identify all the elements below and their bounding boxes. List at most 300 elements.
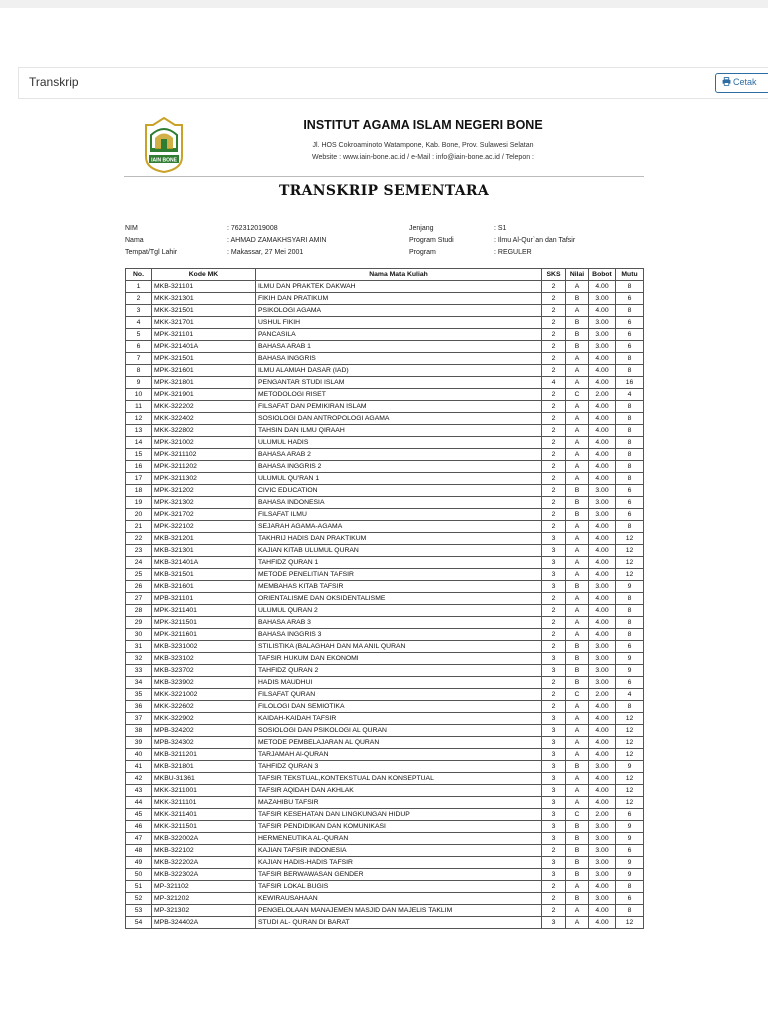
cell-bobot: 3.00 <box>589 293 616 305</box>
cell-no: 6 <box>126 341 152 353</box>
cell-no: 4 <box>126 317 152 329</box>
cell-mutu: 9 <box>616 581 644 593</box>
cell-nilai: A <box>566 449 589 461</box>
cell-bobot: 4.00 <box>589 425 616 437</box>
table-row <box>126 317 644 329</box>
cell-mutu: 4 <box>616 689 644 701</box>
cell-mutu: 8 <box>616 305 644 317</box>
table-row <box>126 905 644 917</box>
cell-kode: MPB-324402A <box>152 917 256 929</box>
cell-mutu: 9 <box>616 821 644 833</box>
col-header-mutu: Mutu <box>616 269 644 281</box>
cell-bobot: 3.00 <box>589 677 616 689</box>
table-row <box>126 617 644 629</box>
table-row <box>126 605 644 617</box>
cell-nama: ORIENTALISME DAN OKSIDENTALISME <box>256 593 542 605</box>
institution-name: INSTITUT AGAMA ISLAM NEGERI BONE <box>303 118 543 132</box>
table-row <box>126 497 644 509</box>
cell-bobot: 4.00 <box>589 881 616 893</box>
cell-kode: MKB-321601 <box>152 581 256 593</box>
cell-nama: BAHASA INGGRIS 3 <box>256 629 542 641</box>
cell-mutu: 6 <box>616 677 644 689</box>
cell-sks: 2 <box>542 845 566 857</box>
cell-nilai: B <box>566 317 589 329</box>
cell-nilai: B <box>566 653 589 665</box>
cell-bobot: 4.00 <box>589 725 616 737</box>
cell-kode: MKB-321401A <box>152 557 256 569</box>
cell-bobot: 3.00 <box>589 833 616 845</box>
cell-kode: MPK-321202 <box>152 485 256 497</box>
cell-mutu: 12 <box>616 773 644 785</box>
cell-nama: METODE PENELITIAN TAFSIR <box>256 569 542 581</box>
cell-mutu: 8 <box>616 401 644 413</box>
cell-kode: MKK-322602 <box>152 701 256 713</box>
cell-kode: MKB-321101 <box>152 281 256 293</box>
cell-bobot: 4.00 <box>589 533 616 545</box>
cell-nilai: A <box>566 413 589 425</box>
cell-nama: SOSIOLOGI DAN PSIKOLOGI AL QURAN <box>256 725 542 737</box>
page-title: Transkrip <box>29 75 79 89</box>
cell-sks: 3 <box>542 713 566 725</box>
cell-nilai: A <box>566 917 589 929</box>
jenjang-value: : S1 <box>494 225 507 232</box>
cell-sks: 3 <box>542 917 566 929</box>
cell-mutu: 9 <box>616 869 644 881</box>
cell-sks: 2 <box>542 689 566 701</box>
cell-mutu: 12 <box>616 713 644 725</box>
cell-nama: TAFSIR TEKSTUAL,KONTEKSTUAL DAN KONSEPTUAL <box>256 773 542 785</box>
cell-kode: MPK-3211202 <box>152 461 256 473</box>
table-row <box>126 833 644 845</box>
cell-sks: 2 <box>542 677 566 689</box>
cell-sks: 2 <box>542 881 566 893</box>
cell-nilai: C <box>566 389 589 401</box>
col-header-no: No. <box>126 269 152 281</box>
cell-nama: KAIDAH-KAIDAH TAFSIR <box>256 713 542 725</box>
cell-kode: MPK-3211102 <box>152 449 256 461</box>
cell-bobot: 4.00 <box>589 437 616 449</box>
cell-sks: 2 <box>542 893 566 905</box>
cell-sks: 3 <box>542 737 566 749</box>
cell-nilai: A <box>566 305 589 317</box>
cell-nilai: B <box>566 893 589 905</box>
table-row <box>126 641 644 653</box>
cell-bobot: 3.00 <box>589 317 616 329</box>
cell-no: 43 <box>126 785 152 797</box>
cell-bobot: 4.00 <box>589 593 616 605</box>
cell-nilai: B <box>566 509 589 521</box>
table-row <box>126 413 644 425</box>
cell-no: 50 <box>126 869 152 881</box>
col-header-bobot: Bobot <box>589 269 616 281</box>
cell-kode: MKK-321501 <box>152 305 256 317</box>
cell-mutu: 8 <box>616 617 644 629</box>
cell-sks: 2 <box>542 629 566 641</box>
cell-sks: 2 <box>542 389 566 401</box>
table-row <box>126 473 644 485</box>
cell-no: 1 <box>126 281 152 293</box>
cell-sks: 3 <box>542 809 566 821</box>
cell-sks: 3 <box>542 545 566 557</box>
cell-mutu: 6 <box>616 329 644 341</box>
cell-nama: ULUMUL QURAN 2 <box>256 605 542 617</box>
cell-no: 28 <box>126 605 152 617</box>
cell-kode: MPK-3211401 <box>152 605 256 617</box>
cell-nama: BAHASA INGGRIS <box>256 353 542 365</box>
table-row <box>126 689 644 701</box>
cell-kode: MPK-3211501 <box>152 617 256 629</box>
cell-nama: ULUMUL QU'RAN 1 <box>256 473 542 485</box>
cell-bobot: 3.00 <box>589 341 616 353</box>
cell-mutu: 6 <box>616 341 644 353</box>
cell-nama: FILSAFAT QURAN <box>256 689 542 701</box>
cell-kode: MKB-321501 <box>152 569 256 581</box>
cell-kode: MKB-3211201 <box>152 749 256 761</box>
cell-mutu: 12 <box>616 533 644 545</box>
cell-kode: MPK-321901 <box>152 389 256 401</box>
cell-mutu: 8 <box>616 437 644 449</box>
cell-kode: MPK-321401A <box>152 341 256 353</box>
cell-mutu: 8 <box>616 593 644 605</box>
cell-no: 53 <box>126 905 152 917</box>
cell-sks: 2 <box>542 329 566 341</box>
cell-bobot: 4.00 <box>589 905 616 917</box>
cell-nama: PENGANTAR STUDI ISLAM <box>256 377 542 389</box>
cell-sks: 2 <box>542 281 566 293</box>
cell-mutu: 8 <box>616 353 644 365</box>
cell-no: 39 <box>126 737 152 749</box>
cell-kode: MPK-321101 <box>152 329 256 341</box>
cell-no: 44 <box>126 797 152 809</box>
cell-nilai: A <box>566 437 589 449</box>
cell-mutu: 9 <box>616 761 644 773</box>
cell-nilai: A <box>566 905 589 917</box>
cell-nama: SEJARAH AGAMA-AGAMA <box>256 521 542 533</box>
cell-no: 18 <box>126 485 152 497</box>
cell-nilai: B <box>566 293 589 305</box>
cell-sks: 3 <box>542 857 566 869</box>
cell-nama: PENGELOLAAN MANAJEMEN MASJID DAN MAJELIS TAKLIM <box>256 905 542 917</box>
table-row <box>126 545 644 557</box>
cell-kode: MKBU-31361 <box>152 773 256 785</box>
cell-nilai: A <box>566 737 589 749</box>
cell-no: 27 <box>126 593 152 605</box>
cell-nilai: A <box>566 605 589 617</box>
cell-nama: TAHFIDZ QURAN 2 <box>256 665 542 677</box>
cell-kode: MKB-322302A <box>152 869 256 881</box>
cell-mutu: 12 <box>616 737 644 749</box>
cell-nilai: A <box>566 401 589 413</box>
cell-nama: BAHASA ARAB 2 <box>256 449 542 461</box>
cell-no: 31 <box>126 641 152 653</box>
page-header <box>18 67 768 99</box>
cell-mutu: 8 <box>616 521 644 533</box>
cell-nama: METODE PEMBELAJARAN AL QURAN <box>256 737 542 749</box>
cell-nilai: A <box>566 725 589 737</box>
table-row <box>126 809 644 821</box>
cell-no: 26 <box>126 581 152 593</box>
cell-sks: 2 <box>542 341 566 353</box>
cell-nama: KAJIAN KITAB ULUMUL QURAN <box>256 545 542 557</box>
cell-nilai: B <box>566 341 589 353</box>
cell-kode: MPK-321302 <box>152 497 256 509</box>
cell-nilai: A <box>566 353 589 365</box>
cell-bobot: 4.00 <box>589 785 616 797</box>
cell-kode: MKK-321301 <box>152 293 256 305</box>
cell-no: 29 <box>126 617 152 629</box>
cell-nilai: B <box>566 329 589 341</box>
cell-nilai: B <box>566 845 589 857</box>
cell-nilai: C <box>566 689 589 701</box>
cell-kode: MKB-323902 <box>152 677 256 689</box>
table-row <box>126 821 644 833</box>
institution-contact: Website : www.iain-bone.ac.id / e-Mail : info@iain-bone.ac.id / Telepon : <box>311 154 535 161</box>
cell-kode: MKB-321801 <box>152 761 256 773</box>
cell-sks: 2 <box>542 305 566 317</box>
program-value: : REGULER <box>494 249 532 256</box>
cell-mutu: 12 <box>616 797 644 809</box>
cell-kode: MPB-324202 <box>152 725 256 737</box>
cell-nilai: A <box>566 569 589 581</box>
table-row <box>126 485 644 497</box>
cell-mutu: 16 <box>616 377 644 389</box>
cell-kode: MPK-321501 <box>152 353 256 365</box>
cell-nama: MAZAHIBU TAFSIR <box>256 797 542 809</box>
cell-kode: MPB-324302 <box>152 737 256 749</box>
cell-mutu: 4 <box>616 389 644 401</box>
document-title: TRANSKRIP SEMENTARA <box>278 183 490 199</box>
table-header-row <box>126 269 644 281</box>
cell-bobot: 4.00 <box>589 413 616 425</box>
cell-nama: KAJIAN HADIS-HADIS TAFSIR <box>256 857 542 869</box>
cell-no: 23 <box>126 545 152 557</box>
cell-mutu: 12 <box>616 749 644 761</box>
cell-no: 3 <box>126 305 152 317</box>
cell-kode: MKK-3211501 <box>152 821 256 833</box>
cell-kode: MP-321102 <box>152 881 256 893</box>
cell-sks: 2 <box>542 497 566 509</box>
cell-mutu: 12 <box>616 917 644 929</box>
cell-kode: MKK-3211101 <box>152 797 256 809</box>
cell-sks: 2 <box>542 509 566 521</box>
cell-sks: 3 <box>542 761 566 773</box>
cell-kode: MKB-321301 <box>152 545 256 557</box>
cell-no: 42 <box>126 773 152 785</box>
cell-bobot: 4.00 <box>589 521 616 533</box>
grades-table <box>125 268 644 929</box>
nim-label: NIM <box>125 225 138 232</box>
cell-mutu: 8 <box>616 281 644 293</box>
cell-nama: ILMU DAN PRAKTEK DAKWAH <box>256 281 542 293</box>
cell-mutu: 9 <box>616 653 644 665</box>
cell-nilai: A <box>566 881 589 893</box>
cell-bobot: 3.00 <box>589 641 616 653</box>
cell-no: 15 <box>126 449 152 461</box>
cell-nilai: B <box>566 485 589 497</box>
cell-nama: FILSAFAT ILMU <box>256 509 542 521</box>
cell-no: 36 <box>126 701 152 713</box>
cell-bobot: 4.00 <box>589 377 616 389</box>
cell-nama: ILMU ALAMIAH DASAR (IAD) <box>256 365 542 377</box>
cell-kode: MKB-322002A <box>152 833 256 845</box>
cell-kode: MKB-321201 <box>152 533 256 545</box>
cell-mutu: 8 <box>616 629 644 641</box>
cell-no: 37 <box>126 713 152 725</box>
cell-no: 34 <box>126 677 152 689</box>
cell-sks: 3 <box>542 557 566 569</box>
table-row <box>126 353 644 365</box>
cell-no: 40 <box>126 749 152 761</box>
cell-sks: 3 <box>542 665 566 677</box>
cell-sks: 2 <box>542 293 566 305</box>
cell-bobot: 4.00 <box>589 773 616 785</box>
cell-sks: 2 <box>542 617 566 629</box>
cell-nilai: B <box>566 761 589 773</box>
cell-no: 33 <box>126 665 152 677</box>
table-row <box>126 377 644 389</box>
logo-text: IAIN BONE <box>151 157 177 164</box>
cell-sks: 2 <box>542 413 566 425</box>
cell-no: 2 <box>126 293 152 305</box>
cell-no: 51 <box>126 881 152 893</box>
cell-nama: TAFSIR PENDIDIKAN DAN KOMUNIKASI <box>256 821 542 833</box>
cell-no: 54 <box>126 917 152 929</box>
nama-label: Nama <box>125 237 144 244</box>
print-button[interactable] <box>715 73 768 93</box>
print-button-label: Cetak <box>733 77 757 87</box>
table-row <box>126 401 644 413</box>
cell-sks: 2 <box>542 701 566 713</box>
cell-sks: 3 <box>542 833 566 845</box>
cell-nilai: A <box>566 785 589 797</box>
cell-no: 41 <box>126 761 152 773</box>
table-row <box>126 701 644 713</box>
cell-kode: MPK-321601 <box>152 365 256 377</box>
cell-bobot: 2.00 <box>589 689 616 701</box>
cell-bobot: 2.00 <box>589 389 616 401</box>
table-row <box>126 389 644 401</box>
cell-bobot: 4.00 <box>589 713 616 725</box>
cell-mutu: 6 <box>616 485 644 497</box>
table-row <box>126 593 644 605</box>
cell-nama: TAFSIR HUKUM DAN EKONOMI <box>256 653 542 665</box>
cell-kode: MPB-321101 <box>152 593 256 605</box>
cell-bobot: 4.00 <box>589 605 616 617</box>
cell-kode: MKB-322102 <box>152 845 256 857</box>
cell-nilai: A <box>566 701 589 713</box>
cell-nilai: B <box>566 833 589 845</box>
cell-mutu: 12 <box>616 557 644 569</box>
cell-nilai: B <box>566 857 589 869</box>
col-header-kode: Kode MK <box>152 269 256 281</box>
ttl-value: : Makassar, 27 Mei 2001 <box>227 249 304 256</box>
cell-sks: 3 <box>542 725 566 737</box>
cell-nilai: B <box>566 641 589 653</box>
cell-bobot: 4.00 <box>589 449 616 461</box>
cell-bobot: 3.00 <box>589 893 616 905</box>
header-divider <box>124 176 644 177</box>
table-row <box>126 653 644 665</box>
cell-kode: MKK-322402 <box>152 413 256 425</box>
cell-sks: 2 <box>542 473 566 485</box>
cell-no: 24 <box>126 557 152 569</box>
table-row <box>126 773 644 785</box>
institution-address: Jl. HOS Cokroaminoto Watampone, Kab. Bone, Prov. Sulawesi Selatan <box>312 142 534 149</box>
cell-bobot: 3.00 <box>589 485 616 497</box>
cell-bobot: 4.00 <box>589 797 616 809</box>
cell-mutu: 8 <box>616 701 644 713</box>
col-header-nama: Nama Mata Kuliah <box>256 269 542 281</box>
cell-kode: MKK-322902 <box>152 713 256 725</box>
cell-nama: FIKIH DAN PRATIKUM <box>256 293 542 305</box>
cell-no: 7 <box>126 353 152 365</box>
cell-no: 49 <box>126 857 152 869</box>
cell-nama: HERMENEUTIKA AL-QURAN <box>256 833 542 845</box>
cell-kode: MP-321202 <box>152 893 256 905</box>
cell-bobot: 4.00 <box>589 617 616 629</box>
cell-bobot: 4.00 <box>589 401 616 413</box>
cell-sks: 3 <box>542 569 566 581</box>
cell-mutu: 8 <box>616 413 644 425</box>
cell-nama: CIVIC EDUCATION <box>256 485 542 497</box>
cell-nilai: A <box>566 377 589 389</box>
cell-bobot: 4.00 <box>589 473 616 485</box>
table-row <box>126 677 644 689</box>
cell-bobot: 4.00 <box>589 701 616 713</box>
col-header-sks: SKS <box>542 269 566 281</box>
cell-bobot: 4.00 <box>589 461 616 473</box>
cell-nilai: B <box>566 677 589 689</box>
table-row <box>126 857 644 869</box>
cell-nama: USHUL FIKIH <box>256 317 542 329</box>
cell-nilai: A <box>566 593 589 605</box>
cell-no: 20 <box>126 509 152 521</box>
cell-nama: TAHFIDZ QURAN 1 <box>256 557 542 569</box>
cell-mutu: 8 <box>616 365 644 377</box>
cell-sks: 4 <box>542 377 566 389</box>
table-row <box>126 281 644 293</box>
cell-sks: 2 <box>542 485 566 497</box>
cell-nama: TAHFIDZ QURAN 3 <box>256 761 542 773</box>
cell-nama: PANCASILA <box>256 329 542 341</box>
cell-nilai: A <box>566 461 589 473</box>
cell-sks: 3 <box>542 869 566 881</box>
cell-kode: MKK-321701 <box>152 317 256 329</box>
cell-no: 21 <box>126 521 152 533</box>
cell-mutu: 8 <box>616 473 644 485</box>
cell-no: 14 <box>126 437 152 449</box>
cell-no: 11 <box>126 401 152 413</box>
cell-nilai: A <box>566 365 589 377</box>
table-row <box>126 293 644 305</box>
cell-nama: TARJAMAH Al-QURAN <box>256 749 542 761</box>
cell-kode: MKK-3211401 <box>152 809 256 821</box>
cell-mutu: 8 <box>616 605 644 617</box>
table-row <box>126 881 644 893</box>
cell-bobot: 3.00 <box>589 821 616 833</box>
cell-kode: MKK-322202 <box>152 401 256 413</box>
col-header-nilai: Nilai <box>566 269 589 281</box>
cell-no: 16 <box>126 461 152 473</box>
cell-bobot: 4.00 <box>589 557 616 569</box>
table-row <box>126 509 644 521</box>
cell-bobot: 3.00 <box>589 845 616 857</box>
cell-nama: STILISTIKA (BALAGHAH DAN MA ANIL QURAN <box>256 641 542 653</box>
cell-nama: SOSIOLOGI DAN ANTROPOLOGI AGAMA <box>256 413 542 425</box>
cell-mutu: 8 <box>616 425 644 437</box>
cell-bobot: 2.00 <box>589 809 616 821</box>
table-row <box>126 629 644 641</box>
